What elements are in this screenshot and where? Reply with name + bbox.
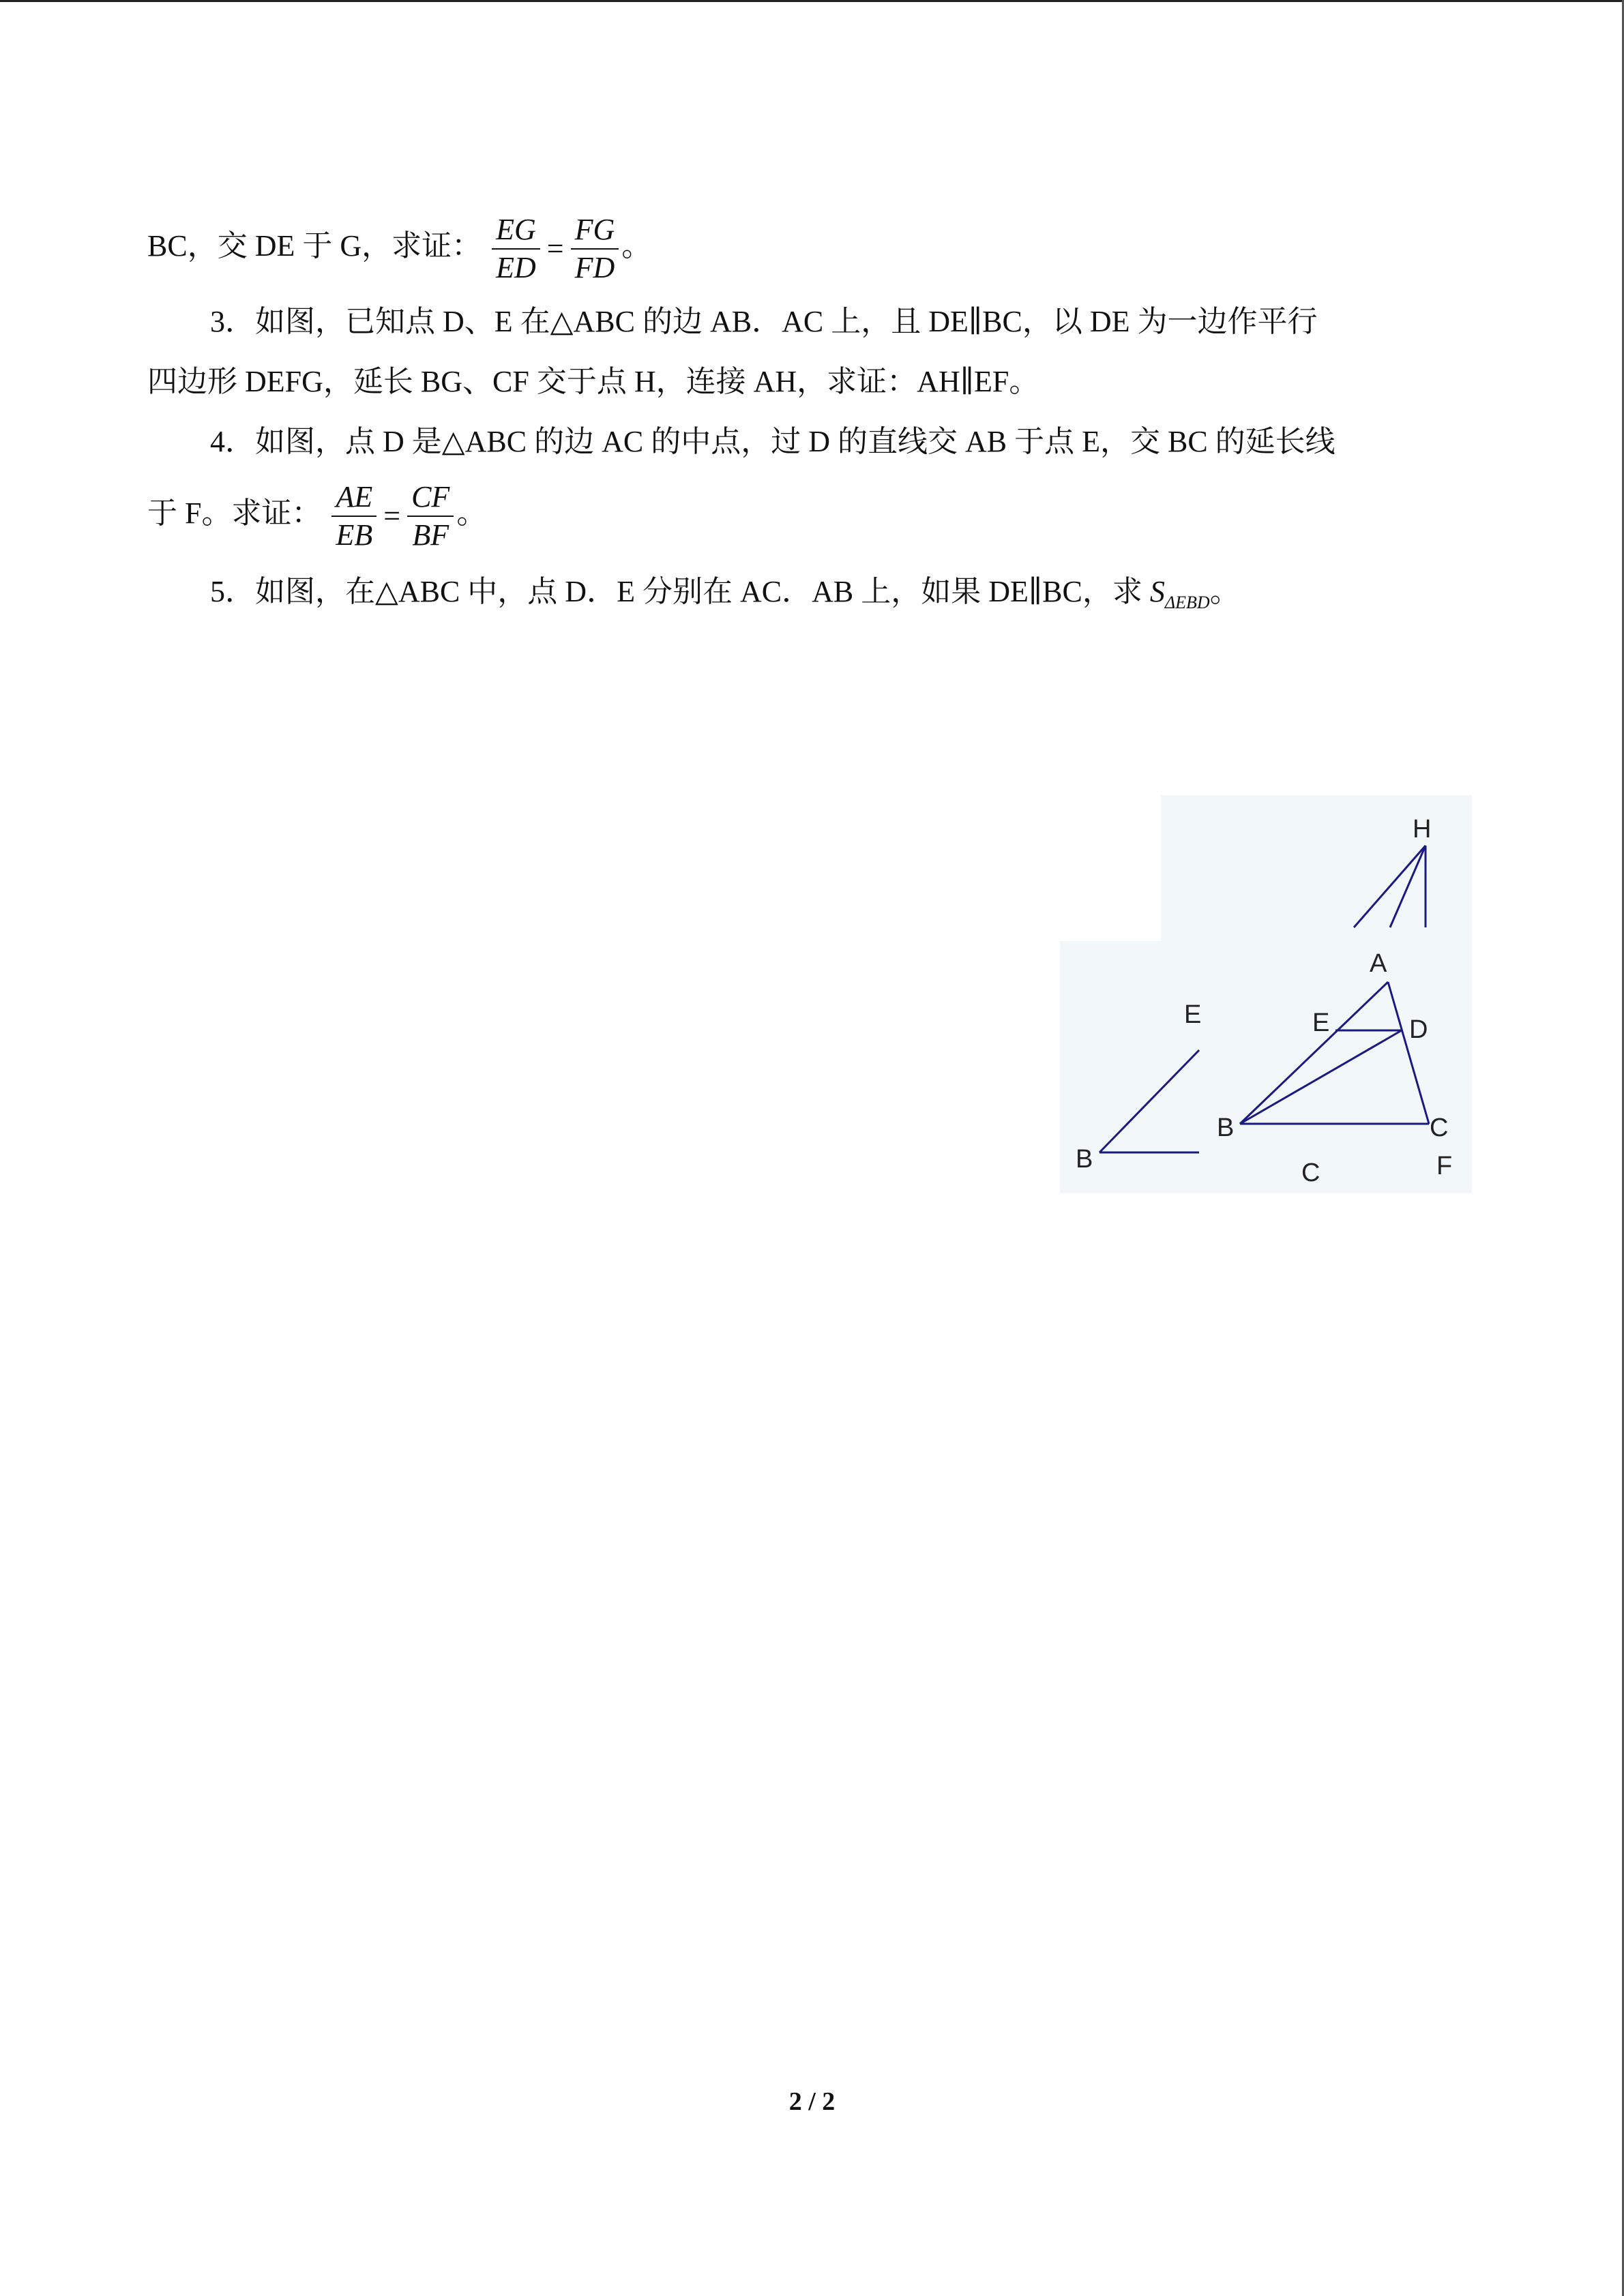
- label-b-left: B: [1076, 1145, 1093, 1174]
- fraction-denominator: FD: [574, 251, 615, 284]
- segment-ac: [1388, 982, 1429, 1124]
- fraction-denominator: EB: [336, 518, 373, 552]
- equals-sign: =: [383, 499, 401, 533]
- problem4-prefix-text: 于 F。求证：: [147, 496, 322, 531]
- fraction-denominator: ED: [496, 251, 536, 284]
- segment-bd: [1240, 1030, 1402, 1124]
- area-subscript: ΔEBD: [1164, 593, 1210, 612]
- segment-h-2: [1390, 846, 1426, 927]
- label-c: C: [1430, 1114, 1449, 1142]
- label-e: E: [1312, 1009, 1330, 1037]
- period: 。: [621, 229, 652, 263]
- label-c-bottom: C: [1301, 1159, 1320, 1187]
- label-h: H: [1413, 815, 1432, 844]
- fraction-numerator: AE: [331, 479, 377, 517]
- problem2-prefix-text: BC，交 DE 于 G，求证：: [147, 229, 482, 263]
- period: 。: [456, 496, 487, 531]
- label-e-left: E: [1184, 1000, 1202, 1029]
- fraction-numerator: CF: [407, 479, 454, 517]
- problem3-line2: 四边形 DEFG，延长 BG、CF 交于点 H，连接 AH，求证：AH∥EF。: [147, 365, 1039, 398]
- label-f: F: [1436, 1152, 1453, 1180]
- area-symbol: S: [1149, 575, 1165, 608]
- segment-left-diagonal: [1099, 1050, 1199, 1152]
- segment-h-1: [1354, 846, 1426, 927]
- page-number: 2 / 2: [788, 2087, 836, 2116]
- label-b: B: [1217, 1114, 1235, 1142]
- fraction-numerator: FG: [571, 211, 619, 250]
- problem4-line1: 4．如图，点 D 是△ABC 的边 AC 的中点，过 D 的直线交 AB 于点 E，交 BC 的延长线: [210, 425, 1335, 458]
- period: 。: [1209, 575, 1240, 608]
- equals-sign: =: [546, 232, 564, 265]
- fraction-denominator: BF: [412, 518, 449, 552]
- label-d: D: [1409, 1015, 1428, 1044]
- fraction-numerator: EG: [492, 211, 540, 250]
- problem3-line1: 3．如图，已知点 D、E 在△ABC 的边 AB．AC 上，且 DE∥BC，以 DE 为一边作平行: [210, 305, 1318, 338]
- problem5-text: 5．如图，在△ABC 中，点 D．E 分别在 AC．AB 上，如果 DE∥BC，求: [210, 575, 1150, 608]
- label-a: A: [1370, 949, 1387, 978]
- segment-ab: [1240, 982, 1388, 1124]
